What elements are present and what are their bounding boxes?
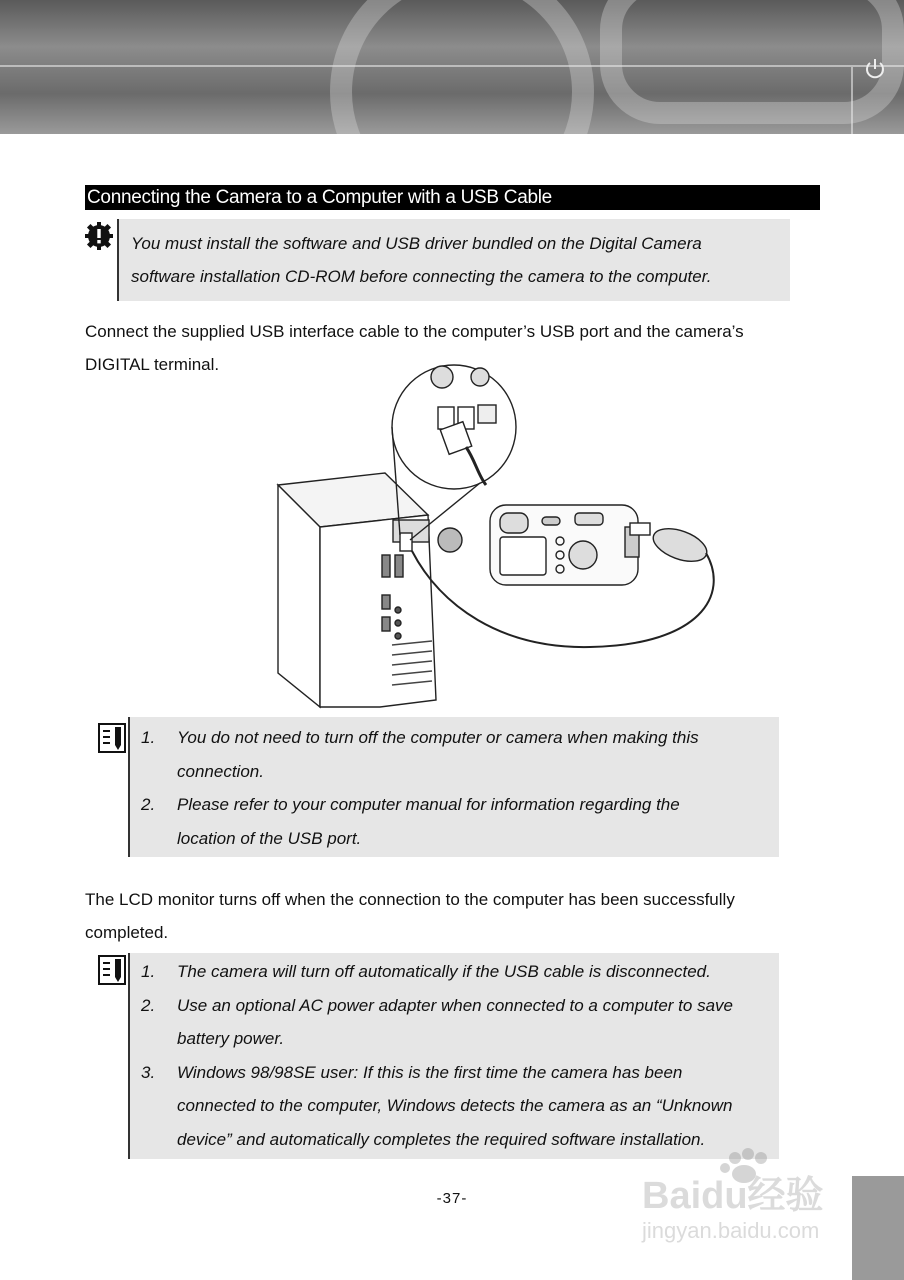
item-text: device” and automatically completes the required software installation. xyxy=(177,1129,706,1149)
item-text: You do not need to turn off the computer or camera when making this xyxy=(177,728,699,747)
item-text: connection. xyxy=(177,761,264,781)
item-number: 1. xyxy=(141,962,156,981)
watermark-line-2: jingyan.baidu.com xyxy=(642,1218,820,1243)
memo-pencil-icon xyxy=(98,955,126,985)
banner-vertical-divider xyxy=(851,67,853,134)
list-item-continuation xyxy=(130,822,779,856)
intro-line-1: Connect the supplied USB interface cable to the computer’s USB port and the camera’s xyxy=(85,322,744,341)
list-item xyxy=(130,989,779,1023)
exclamation-gear-icon xyxy=(84,221,114,251)
item-text: The camera will turn off automatically if the USB cable is disconnected. xyxy=(177,962,711,981)
item-number: 3. xyxy=(141,1062,156,1082)
banner-divider xyxy=(0,65,904,67)
banner-lens-shape xyxy=(330,0,594,134)
baidu-watermark-logo xyxy=(640,1148,850,1248)
intro-line-2: DIGITAL terminal. xyxy=(85,355,220,374)
item-number: 1. xyxy=(141,728,156,747)
note-callout-1 xyxy=(128,717,779,857)
list-item xyxy=(130,788,779,822)
item-number: 2. xyxy=(141,995,156,1015)
section-title: Connecting the Camera to a Computer with a USB Cable xyxy=(85,185,820,210)
warning-line-1: You must install the software and USB driver bundled on the Digital Camera xyxy=(131,234,702,253)
header-banner xyxy=(0,0,904,134)
lcd-line-2: completed. xyxy=(85,923,169,942)
item-number: 2. xyxy=(141,795,156,814)
usb-connection-illustration xyxy=(270,355,730,710)
note-callout-2 xyxy=(128,953,779,1159)
corner-tab xyxy=(852,1176,904,1280)
memo-pencil-icon xyxy=(98,723,126,753)
item-text: Windows 98/98SE user: If this is the first time the camera has been xyxy=(177,1062,683,1082)
list-item xyxy=(130,1056,779,1090)
watermark-line-1: Baidu经验 xyxy=(642,1175,824,1217)
warning-line-2: software installation CD-ROM before connecting the camera to the computer. xyxy=(131,267,712,286)
power-icon xyxy=(862,56,888,82)
list-item xyxy=(130,955,779,989)
banner-dial-shape xyxy=(600,0,904,124)
item-text: connected to the computer, Windows detects the camera as an “Unknown xyxy=(177,1096,733,1115)
page-number: -37- xyxy=(436,1190,468,1207)
list-item xyxy=(130,721,779,755)
warning-callout xyxy=(117,219,790,301)
item-text: location of the USB port. xyxy=(177,828,362,848)
item-text: Please refer to your computer manual for information regarding the xyxy=(177,795,680,814)
list-item-continuation xyxy=(130,1022,779,1056)
item-text: Use an optional AC power adapter when connected to a computer to save xyxy=(177,995,733,1015)
lcd-line-1: The LCD monitor turns off when the connection to the computer has been successfully xyxy=(85,890,735,909)
item-text: battery power. xyxy=(177,1029,285,1048)
list-item-continuation xyxy=(130,755,779,789)
list-item-continuation xyxy=(130,1089,779,1123)
